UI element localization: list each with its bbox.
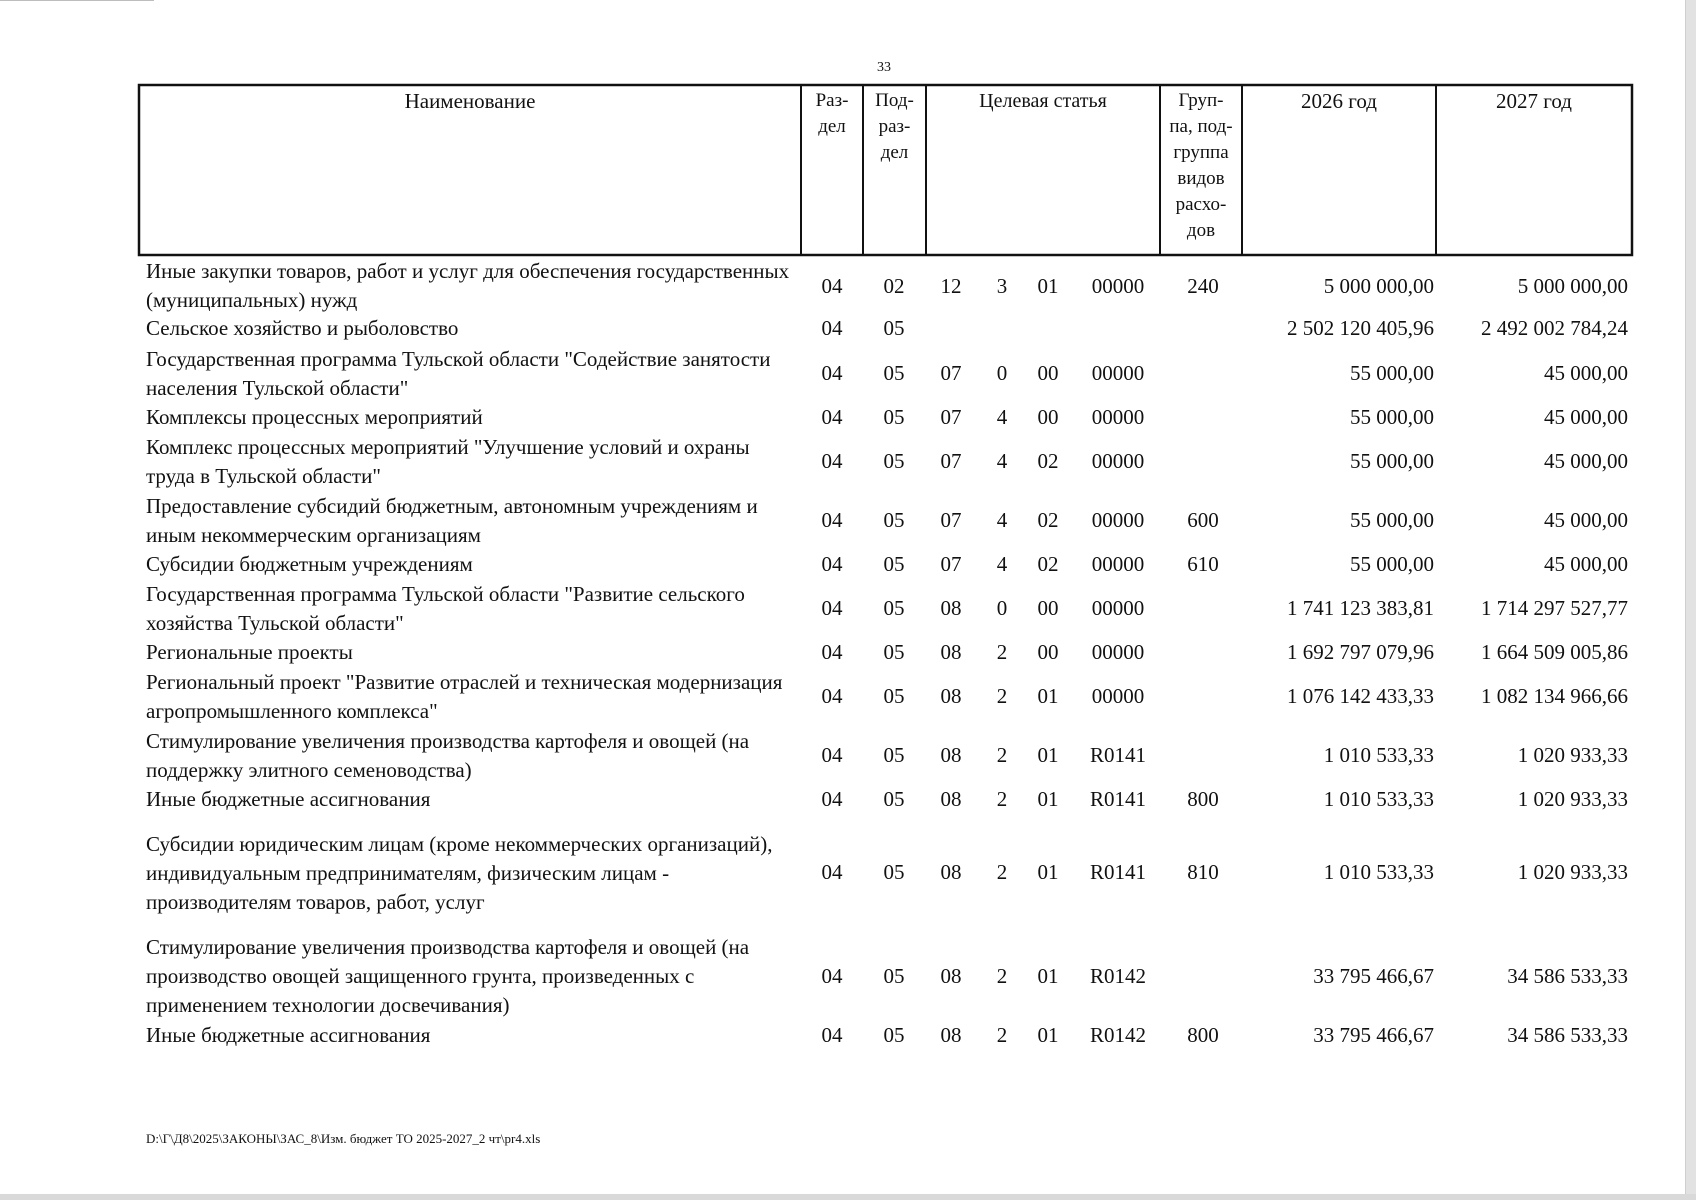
cell-2026: 1 076 142 433,33: [1287, 684, 1434, 708]
row-name: Иные бюджетные ассигнования: [146, 1023, 431, 1047]
cell-group: 800: [1187, 1023, 1219, 1047]
cell-target-2: 4: [996, 552, 1008, 576]
cell-target-3: 01: [1037, 684, 1059, 708]
cell-target-2: 4: [996, 508, 1008, 532]
cell-target-1: 07: [940, 361, 962, 385]
cell-podrazdel: 05: [883, 640, 905, 664]
cell-razdel: 04: [821, 1023, 843, 1047]
col-header-target: Целевая статья: [979, 90, 1107, 112]
cell-2026: 1 741 123 383,81: [1287, 596, 1434, 620]
cell-podrazdel: 05: [883, 743, 905, 767]
cell-podrazdel: 05: [883, 596, 905, 620]
cell-target-3: 02: [1037, 508, 1059, 532]
cell-group: 810: [1187, 860, 1219, 884]
cell-razdel: 04: [821, 449, 843, 473]
row-name: Предоставление субсидий бюджетным, автономным учреждениям и иным некоммерческим организациям: [146, 494, 758, 547]
col-header-2027: 2027 год: [1496, 89, 1572, 113]
cell-target-4: 00000: [1091, 405, 1145, 429]
cell-target-3: 00: [1037, 640, 1059, 664]
cell-razdel: 04: [821, 743, 843, 767]
cell-target-4: 00000: [1091, 596, 1145, 620]
cell-target-3: 01: [1037, 274, 1059, 298]
cell-2027: 45 000,00: [1544, 552, 1628, 576]
cell-razdel: 04: [821, 316, 843, 340]
row-name: Государственная программа Тульской области "Содействие занятости населения Тульской области": [146, 347, 771, 400]
cell-2026: 55 000,00: [1350, 552, 1434, 576]
cell-target-4: 00000: [1091, 552, 1145, 576]
cell-target-1: 08: [940, 860, 962, 884]
cell-target-2: 2: [996, 787, 1008, 811]
cell-target-2: 2: [996, 1023, 1008, 1047]
cell-target-1: 08: [940, 787, 962, 811]
cell-podrazdel: 05: [883, 361, 905, 385]
cell-2027: 1 664 509 005,86: [1481, 640, 1628, 664]
cell-target-2: 3: [996, 274, 1008, 298]
col-header-group: Груп- па, под- группа видов расхо- дов: [1169, 90, 1233, 241]
cell-podrazdel: 05: [883, 552, 905, 576]
cell-podrazdel: 05: [883, 964, 905, 988]
cell-2026: 5 000 000,00: [1323, 274, 1434, 298]
cell-2027: 2 492 002 784,24: [1481, 316, 1628, 340]
cell-2026: 33 795 466,67: [1313, 1023, 1434, 1047]
cell-target-1: 07: [940, 508, 962, 532]
cell-target-3: 00: [1037, 596, 1059, 620]
cell-target-4: R0142: [1089, 1023, 1146, 1047]
cell-target-1: 08: [940, 596, 962, 620]
row-name: Стимулирование увеличения производства картофеля и овощей (на поддержку элитного семеноводства): [146, 729, 750, 782]
cell-group: 610: [1187, 552, 1219, 576]
file-path-footer: D:\Г\Д8\2025\ЗАКОНЫ\ЗАС_8\Изм. бюджет ТО 2025-2027_2 чт\pr4.xls: [146, 1131, 541, 1146]
col-header-podrazdel: Под- раз- дел: [875, 90, 914, 163]
cell-razdel: 04: [821, 964, 843, 988]
cell-podrazdel: 05: [883, 508, 905, 532]
cell-target-4: 00000: [1091, 361, 1145, 385]
cell-2027: 45 000,00: [1544, 405, 1628, 429]
cell-2027: 45 000,00: [1544, 449, 1628, 473]
cell-2027: 45 000,00: [1544, 508, 1628, 532]
cell-razdel: 04: [821, 684, 843, 708]
cell-2027: 34 586 533,33: [1507, 964, 1628, 988]
cell-target-3: 01: [1037, 860, 1059, 884]
cell-podrazdel: 05: [883, 449, 905, 473]
cell-2026: 1 010 533,33: [1323, 743, 1434, 767]
cell-target-2: 2: [996, 684, 1008, 708]
cell-group: 800: [1187, 787, 1219, 811]
cell-2027: 1 082 134 966,66: [1481, 684, 1628, 708]
cell-target-2: 4: [996, 405, 1008, 429]
row-name: Комплексы процессных мероприятий: [146, 405, 483, 429]
cell-2026: 1 010 533,33: [1323, 860, 1434, 884]
cell-2027: 34 586 533,33: [1507, 1023, 1628, 1047]
row-name: Комплекс процессных мероприятий "Улучшение условий и охраны труда в Тульской области": [146, 435, 750, 488]
row-name: Государственная программа Тульской области "Развитие сельского хозяйства Тульской области": [146, 582, 745, 635]
cell-2026: 1 010 533,33: [1323, 787, 1434, 811]
cell-podrazdel: 02: [883, 274, 905, 298]
cell-target-4: 00000: [1091, 684, 1145, 708]
cell-target-2: 2: [996, 860, 1008, 884]
cell-target-4: R0142: [1089, 964, 1146, 988]
cell-target-3: 02: [1037, 449, 1059, 473]
cell-2026: 1 692 797 079,96: [1287, 640, 1434, 664]
row-name: Субсидии бюджетным учреждениям: [146, 552, 473, 576]
cell-target-4: 00000: [1091, 640, 1145, 664]
cell-group: 600: [1187, 508, 1219, 532]
cell-2026: 55 000,00: [1350, 449, 1434, 473]
cell-target-1: 07: [940, 449, 962, 473]
cell-target-4: R0141: [1089, 743, 1146, 767]
cell-2026: 55 000,00: [1350, 361, 1434, 385]
row-name: Иные бюджетные ассигнования: [146, 787, 431, 811]
cell-target-3: 01: [1037, 964, 1059, 988]
cell-razdel: 04: [821, 552, 843, 576]
row-name: Субсидии юридическим лицам (кроме некоммерческих организаций), индивидуальным предпринимателям, физическим лицам - производителям товаров, работ, услуг: [146, 832, 773, 914]
cell-target-2: 2: [996, 743, 1008, 767]
cell-target-1: 08: [940, 684, 962, 708]
cell-2026: 2 502 120 405,96: [1287, 316, 1434, 340]
col-header-razdel: Раз- дел: [815, 90, 849, 137]
cell-target-1: 07: [940, 552, 962, 576]
row-name: Иные закупки товаров, работ и услуг для обеспечения государственных (муниципальных) нужд: [146, 259, 790, 312]
cell-razdel: 04: [821, 860, 843, 884]
cell-target-4: R0141: [1089, 860, 1146, 884]
cell-podrazdel: 05: [883, 684, 905, 708]
cell-target-3: 00: [1037, 361, 1059, 385]
cell-target-4: 00000: [1091, 449, 1145, 473]
cell-target-4: R0141: [1089, 787, 1146, 811]
row-name: Региональный проект "Развитие отраслей и техническая модернизация агропромышленного комплекса": [146, 670, 783, 723]
cell-razdel: 04: [821, 508, 843, 532]
cell-2026: 33 795 466,67: [1313, 964, 1434, 988]
cell-podrazdel: 05: [883, 860, 905, 884]
cell-2027: 1 020 933,33: [1517, 860, 1628, 884]
row-name: Региональные проекты: [146, 640, 353, 664]
col-header-name: Наименование: [404, 89, 536, 113]
cell-target-2: 0: [996, 596, 1008, 620]
cell-target-3: 02: [1037, 552, 1059, 576]
cell-target-3: 01: [1037, 1023, 1059, 1047]
cell-group: 240: [1187, 274, 1219, 298]
cell-razdel: 04: [821, 361, 843, 385]
cell-target-1: 08: [940, 1023, 962, 1047]
cell-2027: 5 000 000,00: [1517, 274, 1628, 298]
cell-2027: 45 000,00: [1544, 361, 1628, 385]
cell-target-4: 00000: [1091, 274, 1145, 298]
cell-podrazdel: 05: [883, 787, 905, 811]
row-name: Стимулирование увеличения производства картофеля и овощей (на производство овощей защищенного грунта, произведенных с применением технологии досвечивания): [146, 935, 750, 1017]
cell-razdel: 04: [821, 787, 843, 811]
cell-2027: 1 020 933,33: [1517, 787, 1628, 811]
cell-target-1: 08: [940, 964, 962, 988]
cell-podrazdel: 05: [883, 316, 905, 340]
cell-target-1: 07: [940, 405, 962, 429]
cell-target-2: 2: [996, 964, 1008, 988]
row-name: Сельское хозяйство и рыболовство: [146, 316, 459, 340]
cell-target-2: 0: [996, 361, 1008, 385]
cell-target-1: 08: [940, 640, 962, 664]
cell-podrazdel: 05: [883, 405, 905, 429]
cell-target-3: 01: [1037, 743, 1059, 767]
cell-target-1: 12: [940, 274, 962, 298]
cell-razdel: 04: [821, 640, 843, 664]
cell-razdel: 04: [821, 274, 843, 298]
cell-2026: 55 000,00: [1350, 508, 1434, 532]
cell-target-3: 01: [1037, 787, 1059, 811]
cell-podrazdel: 05: [883, 1023, 905, 1047]
col-header-2026: 2026 год: [1301, 89, 1377, 113]
cell-target-1: 08: [940, 743, 962, 767]
cell-2027: 1 020 933,33: [1517, 743, 1628, 767]
cell-target-2: 2: [996, 640, 1008, 664]
cell-2026: 55 000,00: [1350, 405, 1434, 429]
cell-target-3: 00: [1037, 405, 1059, 429]
cell-target-2: 4: [996, 449, 1008, 473]
cell-razdel: 04: [821, 596, 843, 620]
cell-razdel: 04: [821, 405, 843, 429]
cell-target-4: 00000: [1091, 508, 1145, 532]
cell-2027: 1 714 297 527,77: [1481, 596, 1628, 620]
page-number: 33: [877, 60, 891, 75]
